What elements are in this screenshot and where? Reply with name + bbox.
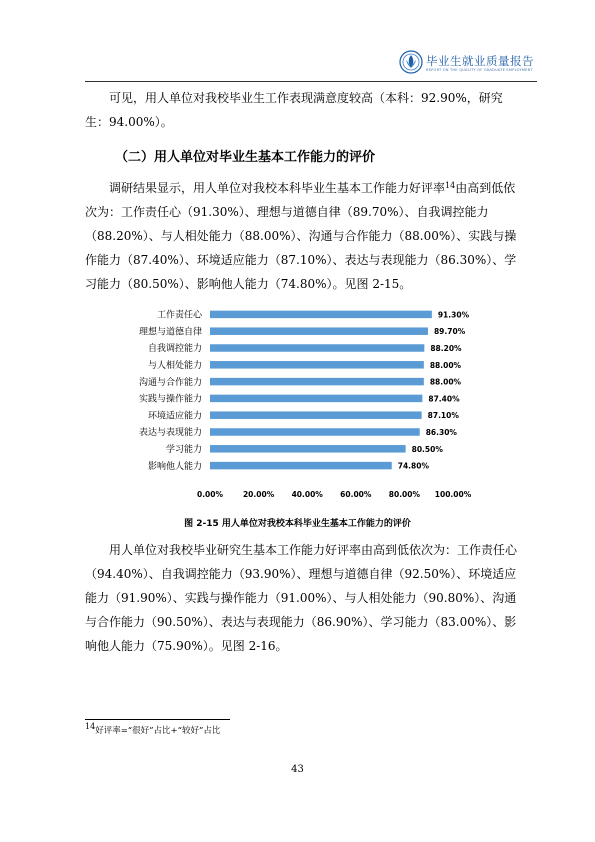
page-number: 43: [291, 764, 304, 775]
paragraph-text-before-footnote: 调研结果显示，用人单位对我校本科毕业生基本工作能力好评率: [109, 181, 446, 195]
section-title: （二）用人单位对毕业生基本工作能力的评价: [115, 150, 376, 165]
chart-x-tick-labels: [197, 490, 472, 499]
value-label: 89.70%: [433, 327, 466, 337]
category-label: 表达与表现能力: [138, 428, 202, 439]
value-label: 88.20%: [430, 344, 462, 353]
category-label: 环境适应能力: [147, 411, 202, 422]
paragraph-satisfaction: [85, 86, 523, 134]
header-title: 毕业生就业质量报告: [426, 54, 534, 68]
category-label: 理想与道德自律: [138, 327, 202, 338]
footnote-divider: [85, 719, 230, 720]
value-label: 91.30%: [437, 310, 470, 320]
bar: [210, 445, 406, 453]
header-divider: [85, 81, 537, 82]
category-label: 沟通与合作能力: [138, 377, 202, 388]
chart-bars: [210, 311, 432, 470]
x-tick-label: 100.00%: [434, 490, 472, 499]
bar: [210, 361, 424, 369]
header-subtitle: REPORT ON THE QUALITY OF GRADUATE EMPLOYMENT: [426, 68, 533, 72]
x-tick-label: 80.00%: [388, 490, 421, 499]
paragraph-undergrad-abilities: [85, 176, 523, 296]
value-label: 87.10%: [427, 411, 459, 421]
x-tick-label: 60.00%: [340, 490, 372, 499]
footnote-text: 好评率=“很好”占比+“较好”占比: [95, 726, 221, 736]
value-label: 88.00%: [429, 360, 462, 370]
bar: [210, 311, 432, 319]
bar: [210, 428, 420, 436]
bar-chart-undergrad-abilities: [100, 302, 480, 502]
chart-category-labels: [139, 309, 203, 472]
x-tick-label: 40.00%: [291, 490, 323, 499]
paragraph-satisfaction-text: 可见，用人单位对我校毕业生工作表现满意度较高（本科：92.90%，研究生：94.00%）。: [85, 91, 503, 129]
value-label: 86.30%: [425, 428, 457, 437]
value-label: 74.80%: [397, 461, 430, 471]
footnote-ref: 14: [445, 181, 456, 190]
paragraph-text-after-footnote: 由高到低依次为：工作责任心（91.30%）、理想与道德自律（89.70%）、自我调控能力（88.20%）、与人相处能力（88.00%）、沟通与合作能力（88.00%）、实践与操作能力（87.40%）、环境适应能力（87.10%）、表达与表现能力（86.30%）、学习能力（80.50%）、影响他人能力（74.80%）。见图 2-15。: [85, 181, 517, 291]
category-label: 实践与操作能力: [138, 394, 202, 405]
value-label: 80.50%: [411, 444, 443, 454]
value-label: 88.00%: [429, 377, 462, 387]
bar: [210, 462, 392, 470]
bar: [210, 344, 424, 352]
category-label: 与人相处能力: [147, 361, 202, 371]
footnote-marker: 14: [85, 722, 96, 731]
category-label: 学习能力: [165, 445, 202, 455]
bar: [210, 395, 422, 403]
bar: [210, 327, 428, 335]
paragraph-graduate-text: 用人单位对我校毕业研究生基本工作能力好评率由高到低依次为：工作责任心（94.40%）、自我调控能力（93.90%）、理想与道德自律（92.50%）、环境适应能力（91.90%）、实践与操作能力（91.00%）、与人相处能力（90.80%）、沟通与合作能力（90.50%）、表达与表现能力（86.90%）、学习能力（83.00%）、影响他人能力（75.90%）。见图 2-16。: [85, 543, 518, 653]
footnote: [85, 724, 220, 736]
bar: [210, 378, 424, 386]
university-logo-icon: [399, 50, 423, 74]
category-label: 影响他人能力: [147, 461, 202, 472]
x-tick-label: 20.00%: [242, 490, 275, 499]
category-label: 自我调控能力: [147, 344, 202, 355]
x-tick-label: 0.00%: [196, 490, 224, 499]
figure-caption: 图 2-15 用人单位对我校本科毕业生基本工作能力的评价: [184, 519, 411, 529]
value-label: 87.40%: [428, 394, 460, 404]
paragraph-graduate-abilities: [85, 538, 523, 658]
category-label: 工作责任心: [156, 310, 202, 321]
bar: [210, 411, 422, 419]
